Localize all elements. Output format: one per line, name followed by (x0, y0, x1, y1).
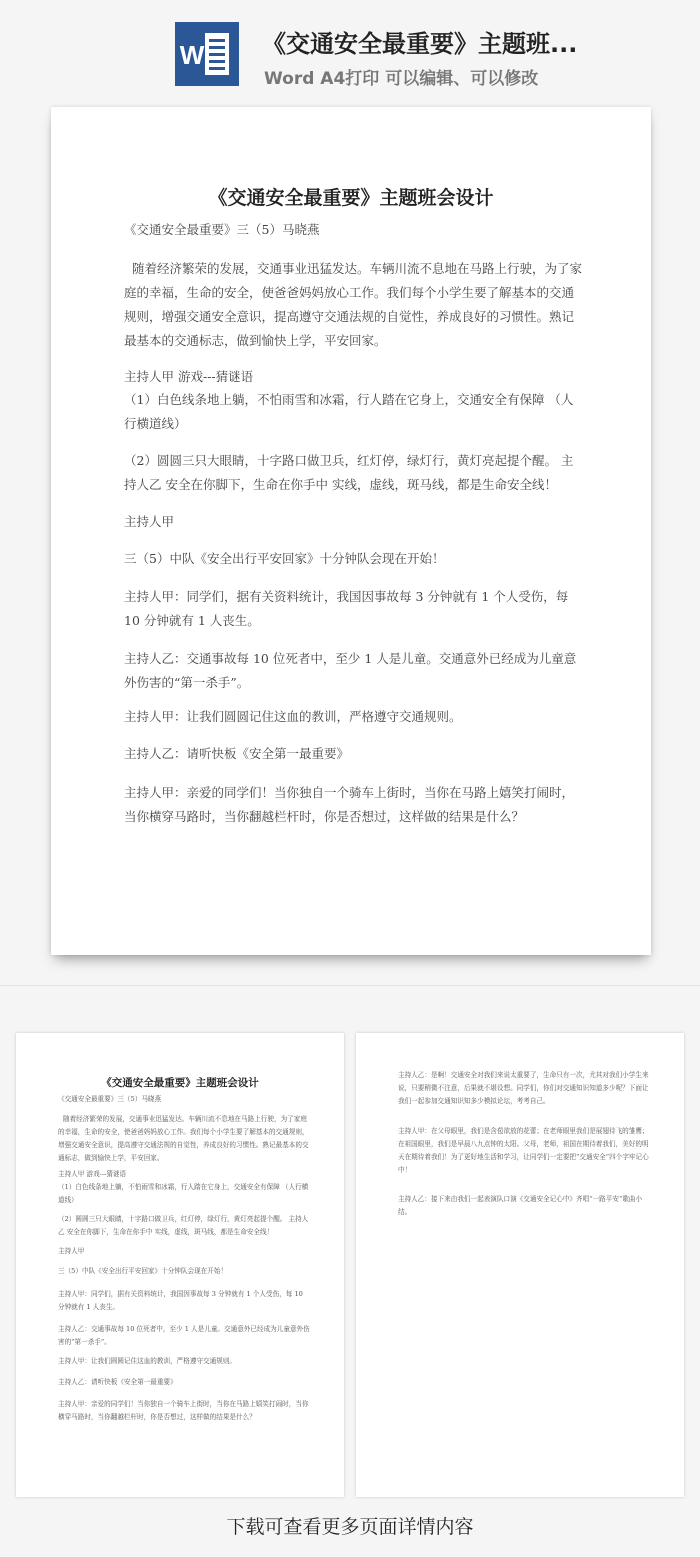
doc-paragraph: 主持人甲 游戏---猜谜语 (124, 369, 254, 384)
doc-paragraph: 主持人甲：亲爱的同学们！当你独自一个骑车上街时，当你在马路上嬉笑打闹时，当你横穿马路时，当你翻越栏杆时，你是否想过，这样做的结果是什么？ (124, 785, 575, 824)
doc-title: 《交通安全最重要》主题班会设计 (101, 1077, 259, 1089)
word-document-icon (175, 22, 239, 86)
doc-paragraph: 主持人乙：请听快板《安全第一最重要》 (124, 746, 350, 761)
page-thumbnail-1 (16, 1033, 344, 1497)
doc-paragraph: 主持人甲：让我们圆圆记住这血的教训，严格遵守交通规则。 (124, 709, 462, 724)
doc-paragraph: 主持人乙：交通事故每 10 位死者中，至少 1 人是儿童。交通意外已经成为儿童意外伤害的“第一杀手”。 (124, 651, 577, 690)
doc-paragraph: 主持人甲：亲爱的同学们！当你独自一个骑车上街时，当你在马路上嬉笑打闹时，当你横穿马路时，当你翻越栏杆时，你是否想过，这样做的结果是什么？ (58, 1400, 309, 1421)
doc-paragraph: 主持人乙：请听快板《安全第一最重要》 (58, 1378, 177, 1386)
main-page-preview (51, 107, 651, 955)
doc-paragraph: （2）圆圆三只大眼睛，十字路口做卫兵，红灯停，绿灯行，黄灯亮起提个醒。 主持人乙 安全在你脚下，生命在你手中 实线，虚线，斑马线，都是生命安全线！ (124, 453, 574, 492)
download-more-prompt[interactable]: 下载可查看更多页面详情内容 (226, 1516, 474, 1538)
doc-paragraph: 主持人甲：同学们，据有关资料统计，我国因事故每 3 分钟就有 1 个人受伤，每 10 分钟就有 1 人丧生。 (124, 589, 569, 628)
doc-paragraph: 主持人甲：让我们圆圆记住这血的教训，严格遵守交通规则。 (58, 1357, 237, 1365)
doc-paragraph: 主持人乙：交通事故每 10 位死者中，至少 1 人是儿童。交通意外已经成为儿童意外伤害的“第一杀手”。 (58, 1325, 310, 1346)
doc-paragraph: （1）白色线条地上躺，不怕雨雪和冰霜，行人踏在它身上，交通安全有保障 （人行横道线） (58, 1183, 309, 1204)
divider (0, 985, 700, 986)
doc-paragraph: 主持人甲：在父母眼里，我们是含苞欲放的花蕾；在老师眼里我们是展翅待飞的雏鹰；在祖国眼里，我们是早晨八九点钟的太阳。父母，老师，祖国在期待着我们，美好的明天在期待着我们！为了更好地生活和学习，让同学们一定要把“交通安全”四个字牢记心中！ (398, 1127, 649, 1174)
doc-paragraph: 主持人乙：是啊！交通安全对我们来说太重要了，生命只有一次，尤其对我们小学生来说，只要稍微不注意，后果就不堪设想。同学们，你们对交通知识知道多少呢？下面让我们一起参加交通知识知多少模拟论坛，考考自己。 (398, 1071, 649, 1105)
document-subtitle: Word A4打印 可以编辑、可以修改 (264, 69, 539, 89)
doc-paragraph: 主持人甲 (124, 514, 175, 529)
doc-paragraph: 《交通安全最重要》三（5）马晓燕 (124, 222, 320, 237)
svg-text:W: W (179, 40, 205, 70)
doc-paragraph: 主持人甲 游戏---猜谜语 (58, 1170, 127, 1178)
doc-paragraph: 三（5）中队《安全出行平安回家》十分钟队会现在开始！ (124, 551, 445, 566)
doc-paragraph: 三（5）中队《安全出行平安回家》十分钟队会现在开始！ (58, 1267, 228, 1275)
doc-title: 《交通安全最重要》主题班会设计 (208, 187, 494, 209)
doc-paragraph: 随着经济繁荣的发展，交通事业迅猛发达。车辆川流不息地在马路上行驶，为了家庭的幸福，生命的安全，使爸爸妈妈放心工作。我们每个小学生要了解基本的交通规则，增强交通安全意识，提高遵守交通法规的自觉性，养成良好的习惯性。熟记最基本的交通标志，做到愉快上学，平安回家。 (58, 1115, 309, 1162)
doc-paragraph: 主持人甲 (58, 1247, 85, 1255)
doc-paragraph: （1）白色线条地上躺，不怕雨雪和冰霜，行人踏在它身上，交通安全有保障 （人行横道线） (124, 392, 574, 431)
header (0, 0, 700, 95)
doc-paragraph: （2）圆圆三只大眼睛，十字路口做卫兵，红灯停，绿灯行，黄灯亮起提个醒。 主持人乙 安全在你脚下，生命在你手中 实线，虚线，斑马线，都是生命安全线！ (58, 1215, 309, 1236)
doc-paragraph: 主持人甲：同学们，据有关资料统计，我国因事故每 3 分钟就有 1 个人受伤，每 10 分钟就有 1 人丧生。 (58, 1290, 303, 1311)
doc-paragraph: 《交通安全最重要》三（5）马晓燕 (58, 1095, 162, 1103)
doc-paragraph: 随着经济繁荣的发展，交通事业迅猛发达。车辆川流不息地在马路上行驶，为了家庭的幸福，生命的安全，使爸爸妈妈放心工作。我们每个小学生要了解基本的交通规则，增强交通安全意识，提高遵守交通法规的自觉性，养成良好的习惯性。熟记最基本的交通标志，做到愉快上学，平安回家。 (124, 261, 583, 348)
doc-paragraph: 主持人乙：接下来由我们一起表演队口演《交通安全记心中》齐唱“一路平安”歌曲小结。 (398, 1195, 643, 1216)
document-title-heading: 《交通安全最重要》主题班... (262, 30, 578, 58)
page-thumbnail-2 (356, 1033, 684, 1497)
